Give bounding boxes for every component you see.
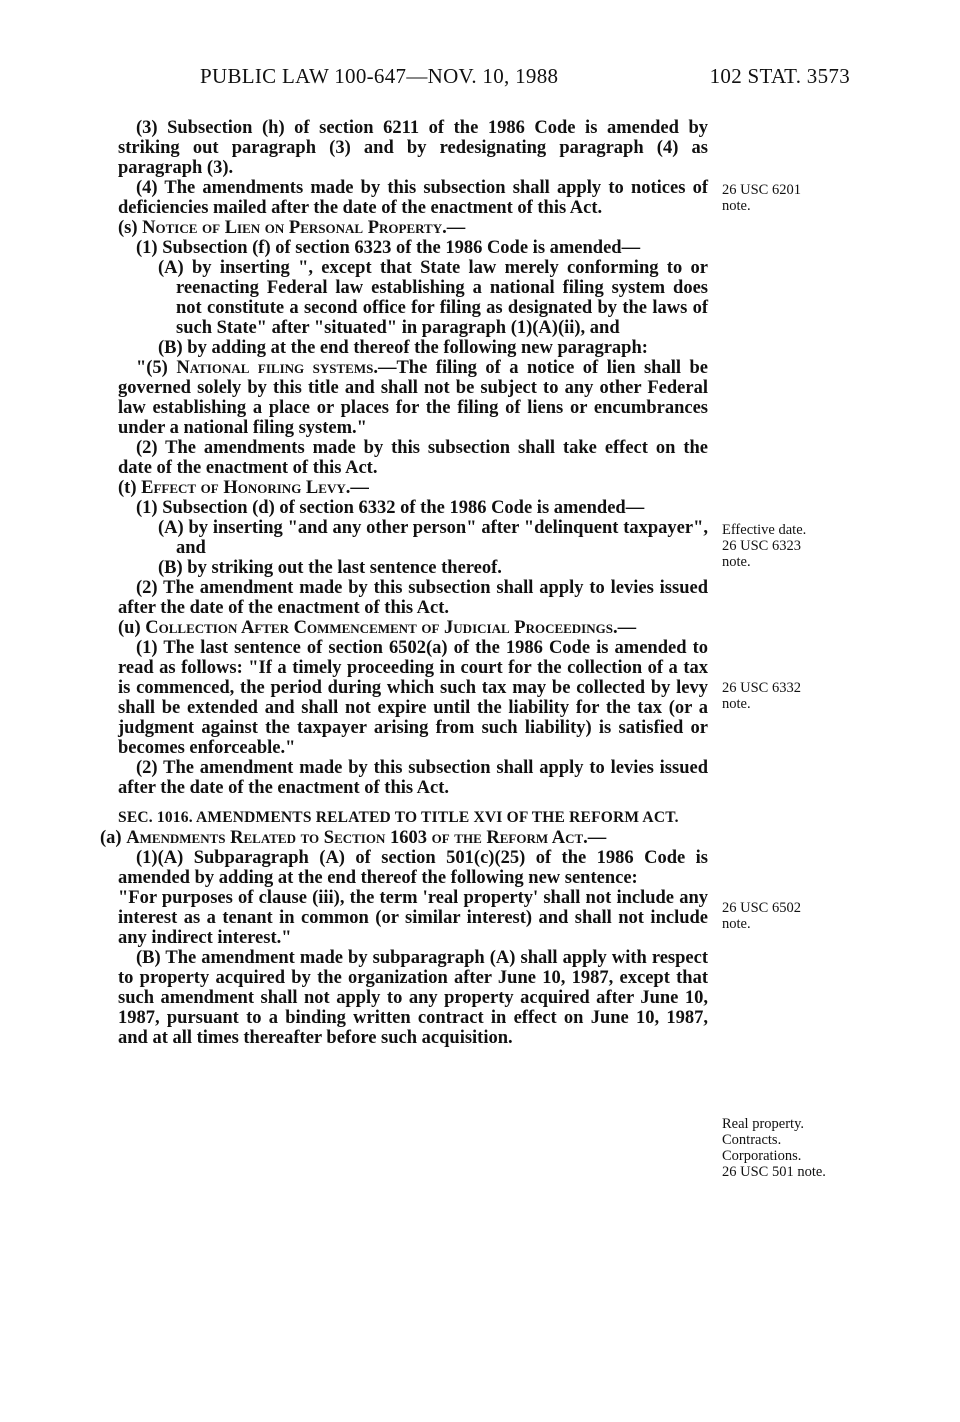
margin-note-line: 26 USC 6332: [722, 680, 801, 696]
paragraph-s5-heading: National filing systems.: [176, 358, 378, 378]
subsection-s-heading: [118, 218, 708, 238]
margin-note-line: note.: [722, 554, 751, 570]
margin-note-6323: [722, 522, 862, 570]
paragraph-u1: (1) The last sentence of section 6502(a) of the 1986 Code is amended to read as follows: "If a timely proceeding in court for the collection of a tax is commenced, the period during which such tax may be collected by levy shall be extended and shall not expire until the liability for the tax (or a judgment against the taxpayer arising from such liability) is satisfied or becomes enforceable.": [118, 638, 708, 758]
paragraph-h3: (3) Subsection (h) of section 6211 of the 1986 Code is amended by striking out paragraph (3) and by redesignating paragraph (4) as paragraph (3).: [118, 118, 708, 178]
subsection-s-label: (s): [118, 218, 143, 238]
margin-note-line: Effective date.: [722, 522, 807, 538]
paragraph-s1: (1) Subsection (f) of section 6323 of the 1986 Code is amended—: [136, 238, 641, 258]
paragraph-a1A-quote: "For purposes of clause (iii), the term 'real property' shall not include any interest as a tenant in common (or similar interest) and shall not include any indirect interest.": [118, 888, 708, 948]
margin-note-line: Real property.: [722, 1116, 805, 1132]
margin-note-line: 26 USC 501 note.: [722, 1164, 826, 1180]
subsection-a-title: Amendments Related to Section 1603 of the Reform Act.—: [126, 828, 607, 848]
subsection-u-label: (u): [118, 618, 146, 638]
margin-note-line: 26 USC 6323: [722, 538, 801, 554]
margin-note-line: note.: [722, 198, 751, 214]
margin-note-line: 26 USC 6201: [722, 182, 801, 198]
margin-note-6201: [722, 182, 862, 214]
margin-note-6502: [722, 900, 862, 932]
header-stat-page: 102 STAT. 3573: [709, 64, 850, 88]
header-law-citation: PUBLIC LAW 100-647—NOV. 10, 1988: [200, 64, 559, 88]
subsection-t-title: Effect of Honoring Levy.—: [141, 478, 369, 498]
margin-note-line: note.: [722, 696, 751, 712]
subsection-u-heading: [118, 618, 708, 638]
paragraph-s5-label: "(5): [136, 358, 177, 378]
document-body: [100, 118, 708, 1048]
subsection-u-title: Collection After Commencement of Judicial Proceedings.—: [145, 618, 637, 638]
paragraph-t1B: (B) by striking out the last sentence thereof.: [158, 558, 502, 578]
paragraph-s1A: (A) by inserting ", except that State law merely conforming to or reenacting Federal law establishing a national filing system does not constitute a second office for filing as designated by the laws of such State" after "situated" in paragraph (1)(A)(ii), and: [158, 258, 708, 338]
paragraph-a1A: (1)(A) Subparagraph (A) of section 501(c)(25) of the 1986 Code is amended by adding at the end thereof the following new sentence:: [118, 848, 708, 888]
paragraph-s5: [118, 358, 708, 438]
paragraph-t2: (2) The amendment made by this subsection shall apply to levies issued after the date of the enactment of this Act.: [118, 578, 708, 618]
paragraph-t1: (1) Subsection (d) of section 6332 of the 1986 Code is amended—: [136, 498, 645, 518]
paragraph-t1A: (A) by inserting "and any other person" after "delinquent taxpayer", and: [158, 518, 708, 558]
subsection-s-title: Notice of Lien on Personal Property.—: [142, 218, 466, 238]
paragraph-s2: (2) The amendments made by this subsection shall take effect on the date of the enactment of this Act.: [118, 438, 708, 478]
margin-note-6332: [722, 680, 862, 712]
paragraph-4-amendments: (4) The amendments made by this subsection shall apply to notices of deficiencies mailed after the date of the enactment of this Act.: [118, 178, 708, 218]
paragraph-a1B: (B) The amendment made by subparagraph (A) shall apply with respect to property acquired by the organization after June 10, 1987, except that such amendment shall not apply to any property acquired after June 10, 1987, pursuant to a binding written contract in effect on June 10, 1987, and at all times thereafter before such acquisition.: [118, 948, 708, 1048]
margin-note-501: [722, 1116, 862, 1180]
paragraph-s1B: (B) by adding at the end thereof the following new paragraph:: [158, 338, 648, 358]
subsection-a-heading: [100, 828, 708, 848]
margin-note-line: 26 USC 6502: [722, 900, 801, 916]
subsection-a-label: (a): [100, 828, 127, 848]
subsection-t-label: (t): [118, 478, 142, 498]
section-1016-heading: SEC. 1016. AMENDMENTS RELATED TO TITLE XVI OF THE REFORM ACT.: [118, 809, 679, 826]
margin-note-line: note.: [722, 916, 751, 932]
subsection-t-heading: [118, 478, 708, 498]
paragraph-u2: (2) The amendment made by this subsection shall apply to levies issued after the date of the enactment of this Act.: [118, 758, 708, 798]
page-header: [200, 64, 850, 94]
margin-note-line: Corporations.: [722, 1148, 802, 1164]
paragraph-s5-text: —The filing of a notice of lien shall be governed solely by this title and shall not be subject to any other Federal law establishing a place or places for the filing of liens or encumbrances under a national filing system.": [118, 358, 708, 438]
margin-note-line: Contracts.: [722, 1132, 782, 1148]
